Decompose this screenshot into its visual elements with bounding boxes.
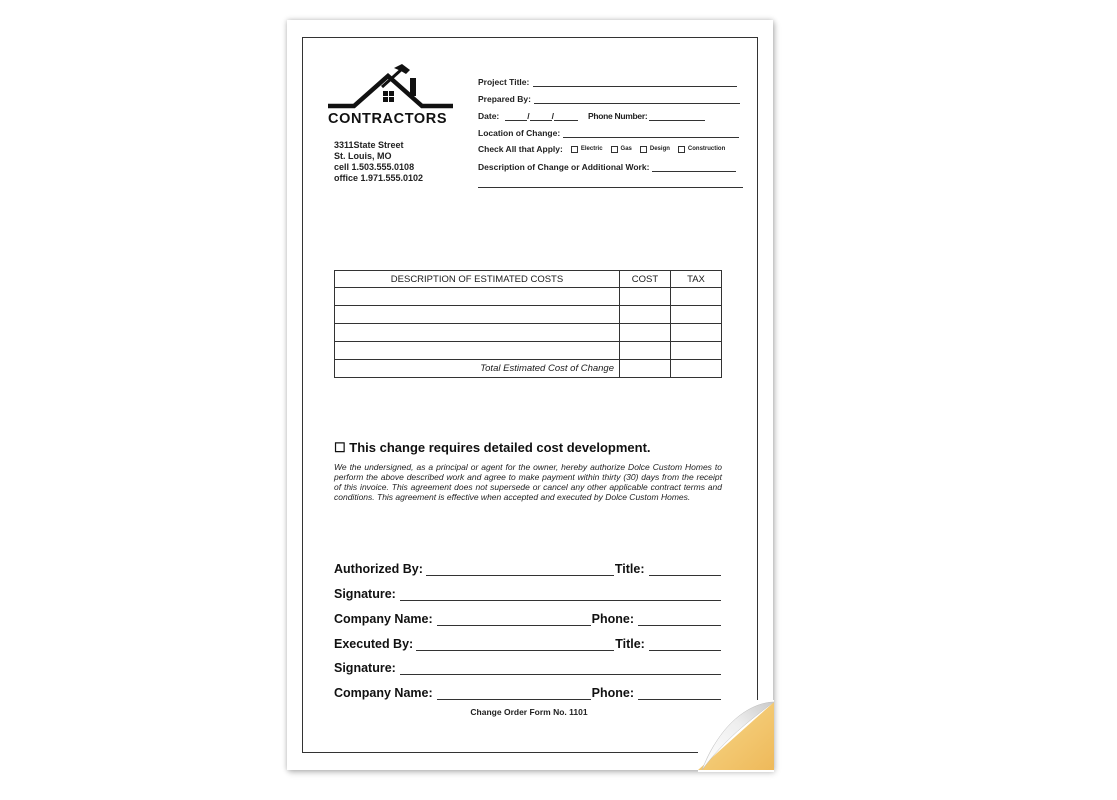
description-cell[interactable] bbox=[335, 288, 620, 306]
description-cell[interactable] bbox=[335, 324, 620, 342]
title-line-2[interactable] bbox=[649, 638, 721, 651]
phone-number-label: Phone Number: bbox=[588, 111, 648, 121]
table-row bbox=[335, 288, 722, 306]
house-hammer-logo-icon bbox=[326, 64, 456, 110]
location-row bbox=[478, 127, 739, 138]
project-title-row bbox=[478, 76, 737, 87]
page-curl-icon bbox=[698, 700, 774, 772]
title-line-1[interactable] bbox=[649, 563, 721, 576]
company-name-row-2 bbox=[334, 686, 722, 700]
phone-line-2[interactable] bbox=[638, 687, 721, 700]
table-row bbox=[335, 324, 722, 342]
description-label: Description of Change or Additional Work: bbox=[478, 162, 650, 172]
company-name: CONTRACTORS bbox=[328, 111, 448, 127]
tax-cell[interactable] bbox=[671, 324, 722, 342]
date-sep-1: / bbox=[527, 111, 530, 121]
gas-label: Gas bbox=[620, 146, 632, 152]
description-cell[interactable] bbox=[335, 306, 620, 324]
construction-checkbox[interactable] bbox=[678, 146, 685, 153]
cost-cell[interactable] bbox=[620, 288, 671, 306]
phone-label-1: Phone: bbox=[591, 612, 634, 626]
project-title-label: Project Title: bbox=[478, 77, 530, 87]
cost-development-checkbox[interactable]: ☐ bbox=[334, 440, 346, 455]
address-street: 3311State Street bbox=[334, 140, 404, 150]
authorized-by-line[interactable] bbox=[426, 563, 614, 576]
design-checkbox[interactable] bbox=[640, 146, 647, 153]
check-all-label: Check All that Apply: bbox=[478, 144, 563, 154]
description-line-1[interactable] bbox=[652, 161, 736, 172]
signature-row-1 bbox=[334, 587, 722, 601]
phone-label-2: Phone: bbox=[591, 686, 634, 700]
company-name-line-1[interactable] bbox=[437, 613, 591, 626]
col-cost-header: COST bbox=[620, 271, 671, 288]
date-month-line[interactable] bbox=[505, 110, 530, 121]
cost-cell[interactable] bbox=[620, 306, 671, 324]
address-city: St. Louis, MO bbox=[334, 151, 392, 161]
title-label-1: Title: bbox=[614, 562, 645, 576]
date-sep-2: / bbox=[551, 111, 555, 121]
office-phone: office 1.971.555.0102 bbox=[334, 173, 424, 183]
total-tax-cell[interactable] bbox=[671, 360, 722, 378]
prepared-by-line[interactable] bbox=[534, 93, 740, 104]
estimated-costs-table bbox=[334, 270, 722, 378]
date-label: Date: bbox=[478, 111, 500, 121]
date-phone-row bbox=[478, 110, 705, 121]
check-all-row bbox=[478, 144, 725, 154]
company-address bbox=[334, 140, 423, 184]
authorized-by-label: Authorized By: bbox=[334, 562, 423, 576]
company-name-row-1 bbox=[334, 612, 722, 626]
company-name-label-2: Company Name: bbox=[334, 686, 433, 700]
cost-development-label: This change requires detailed cost development. bbox=[349, 440, 651, 455]
location-label: Location of Change: bbox=[478, 128, 561, 138]
signature-line-1[interactable] bbox=[400, 588, 721, 601]
cost-cell[interactable] bbox=[620, 342, 671, 360]
location-line[interactable] bbox=[563, 127, 739, 138]
agreement-text: We the undersigned, as a principal or agent for the owner, hereby authorize Dolce Custom Homes to perform the above described work and agree to make payment within thirty (30) days from the receipt of this invoice. This agreement does not supersede or cancel any other applicable contract terms and conditions. This agreement is effective when accepted and executed by Dolce Custom Homes. bbox=[334, 462, 722, 502]
signature-label-1: Signature: bbox=[334, 587, 396, 601]
authorized-by-row bbox=[334, 562, 722, 576]
project-title-line[interactable] bbox=[533, 76, 737, 87]
phone-line-1[interactable] bbox=[638, 613, 721, 626]
electric-checkbox[interactable] bbox=[571, 146, 578, 153]
tax-cell[interactable] bbox=[671, 306, 722, 324]
cell-phone: cell 1.503.555.0108 bbox=[334, 162, 415, 172]
tax-cell[interactable] bbox=[671, 342, 722, 360]
cost-development-row bbox=[334, 440, 651, 456]
electric-label: Electric bbox=[580, 146, 603, 152]
col-description-header: DESCRIPTION OF ESTIMATED COSTS bbox=[335, 271, 620, 288]
signature-row-2 bbox=[334, 661, 722, 675]
company-name-label-1: Company Name: bbox=[334, 612, 433, 626]
company-name-line-2[interactable] bbox=[437, 687, 591, 700]
construction-label: Construction bbox=[687, 146, 726, 152]
total-row bbox=[335, 360, 722, 378]
table-header-row bbox=[335, 271, 722, 288]
total-cost-cell[interactable] bbox=[620, 360, 671, 378]
cost-cell[interactable] bbox=[620, 324, 671, 342]
prepared-by-row bbox=[478, 93, 740, 104]
description-row bbox=[478, 161, 736, 172]
executed-by-label: Executed By: bbox=[334, 637, 414, 651]
date-year-line[interactable] bbox=[551, 110, 578, 121]
phone-number-line[interactable] bbox=[649, 110, 705, 121]
prepared-by-label: Prepared By: bbox=[478, 94, 531, 104]
total-estimated-cost-label: Total Estimated Cost of Change bbox=[335, 360, 620, 378]
gas-checkbox[interactable] bbox=[611, 146, 618, 153]
tax-cell[interactable] bbox=[671, 288, 722, 306]
executed-by-line[interactable] bbox=[416, 638, 614, 651]
table-row bbox=[335, 342, 722, 360]
design-label: Design bbox=[649, 146, 670, 152]
signature-line-2[interactable] bbox=[400, 662, 721, 675]
table-row bbox=[335, 306, 722, 324]
col-tax-header: TAX bbox=[671, 271, 722, 288]
title-label-2: Title: bbox=[615, 637, 645, 651]
description-cell[interactable] bbox=[335, 342, 620, 360]
date-day-line[interactable] bbox=[530, 110, 555, 121]
signature-label-2: Signature: bbox=[334, 661, 396, 675]
form-number: Change Order Form No. 1101 bbox=[470, 707, 588, 717]
description-line-2[interactable] bbox=[478, 187, 743, 188]
executed-by-row bbox=[334, 637, 722, 651]
